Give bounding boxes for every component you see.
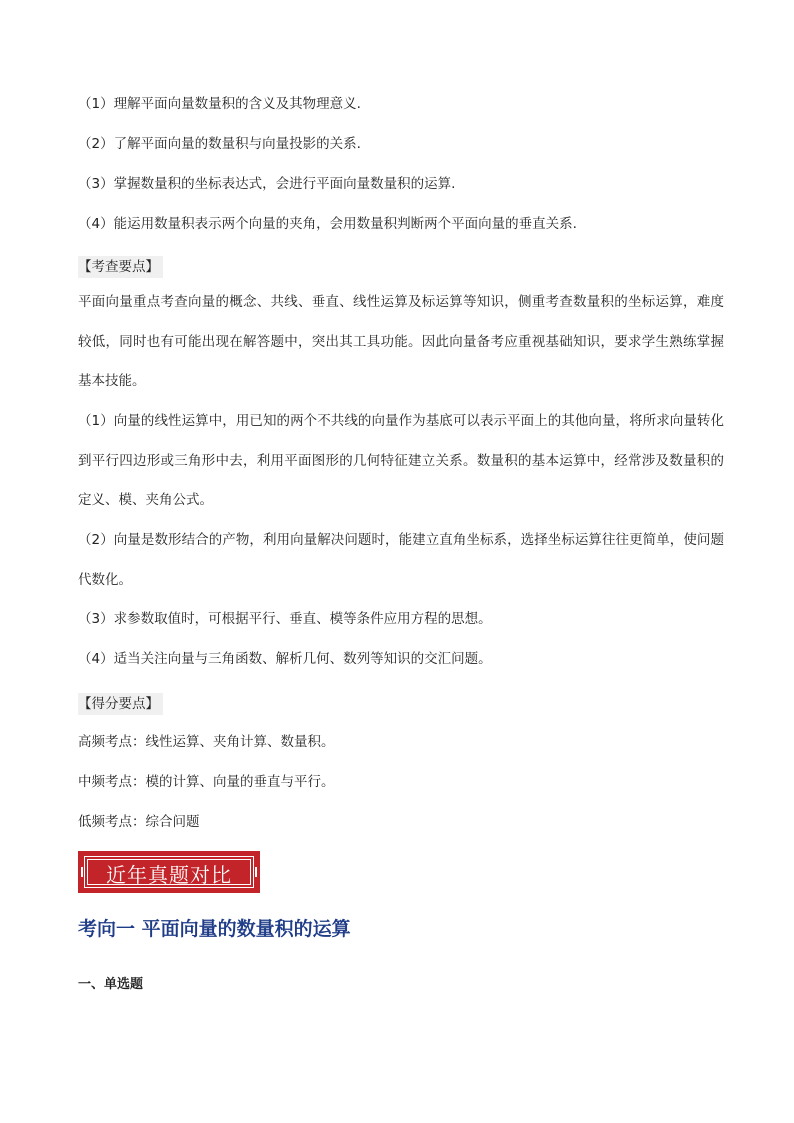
exam-points-intro: 平面向量重点考查向量的概念、共线、垂直、线性运算及标运算等知识，侧重考查数量积的坐标运算，难度较低，同时也有可能出现在解答题中，突出其工具功能。因此向量备考应重视基础知识，要求学生熟练掌握基本技能。 [78,294,724,389]
exam-point-item-4: （4）适当关注向量与三角函数、解析几何、数列等知识的交汇问题。 [78,651,492,667]
exam-points-tag: 【考查要点】 [78,256,163,278]
objective-1: （1）理解平面向量数量积的含义及其物理意义. [78,96,361,112]
exam-point-item-2: （2）向量是数形结合的产物，利用向量解决问题时，能建立直角坐标系，选择坐标运算往往更简单，使问题代数化。 [78,532,724,588]
exam-point-item-1: （1）向量的线性运算中，用已知的两个不共线的向量作为基底可以表示平面上的其他向量，将所求向量转化到平行四边形或三角形中去，利用平面图形的几何特征建立关系。数量积的基本运算中，经常涉及数量积的定义、模、夹角公式。 [78,413,724,508]
score-points-tag: 【得分要点】 [78,693,163,715]
low-frequency-points: 低频考点：综合问题 [78,814,200,830]
section-banner [78,851,260,893]
section-title: 考向一 平面向量的数量积的运算 [78,918,351,940]
banner-label: 近年真题对比 [106,863,232,887]
objective-4: （4）能运用数量积表示两个向量的夹角，会用数量积判断两个平面向量的垂直关系. [78,216,577,232]
high-frequency-points: 高频考点：线性运算、夹角计算、数量积。 [78,734,335,750]
objective-2: （2）了解平面向量的数量积与向量投影的关系. [78,136,361,152]
mid-frequency-points: 中频考点：模的计算、向量的垂直与平行。 [78,774,335,790]
exam-point-item-3: （3）求参数取值时，可根据平行、垂直、模等条件应用方程的思想。 [78,611,492,627]
subsection-title: 一、单选题 [78,977,144,992]
objective-3: （3）掌握数量积的坐标表达式，会进行平面向量数量积的运算. [78,176,456,192]
